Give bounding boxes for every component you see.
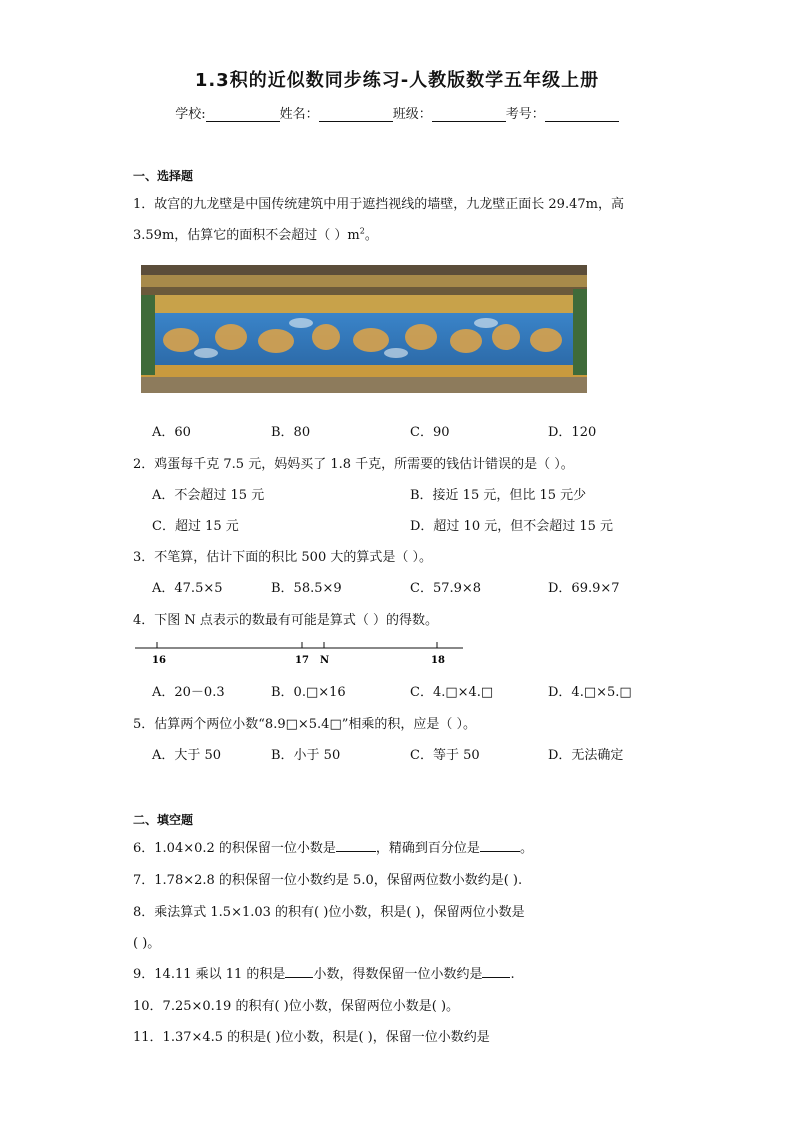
name-blank[interactable]	[319, 107, 393, 122]
q3-option-b[interactable]: B．58.5×9	[271, 581, 342, 596]
q6-text: 6．1.04×0.2 的积保留一位小数是 ，精确到百分位是 。	[133, 841, 533, 856]
q5-option-b[interactable]: B．小于 50	[271, 748, 341, 763]
section-choice: 一、选择题	[133, 169, 194, 183]
q3-option-d[interactable]: D．69.9×7	[548, 581, 620, 596]
nine-dragon-wall-image	[141, 265, 587, 393]
q2-option-d[interactable]: D．超过 10 元，但不会超过 15 元	[410, 519, 614, 534]
q3-option-a[interactable]: A．47.5×5	[152, 581, 223, 596]
q6-blank-2[interactable]	[480, 839, 520, 852]
q3-option-c[interactable]: C．57.9×8	[410, 581, 482, 596]
class-blank[interactable]	[432, 107, 506, 122]
school-blank[interactable]	[206, 107, 280, 122]
exam-blank[interactable]	[545, 107, 619, 122]
label-n: N	[320, 655, 330, 666]
q8-text-line2: ( )。	[133, 936, 161, 951]
name-label: 姓名：	[279, 107, 319, 122]
q2-option-c[interactable]: C．超过 15 元	[152, 519, 239, 534]
student-info-line	[0, 103, 794, 122]
school-label: 学校:	[175, 107, 206, 122]
q1-text-line1: 1．故宫的九龙壁是中国传统建筑中用于遮挡视线的墙壁，九龙壁正面长 29.47m，高	[133, 197, 624, 212]
number-line	[133, 638, 473, 668]
label-16: 16	[152, 655, 166, 666]
q1-option-b[interactable]: B．80	[271, 425, 311, 440]
q4-option-d[interactable]: D．4.□×5.□	[548, 685, 632, 700]
q7-text: 7．1.78×2.8 的积保留一位小数约是 5.0，保留两位数小数约是( ).	[133, 873, 523, 888]
q1-option-d[interactable]: D．120	[548, 425, 597, 440]
q5-option-d[interactable]: D．无法确定	[548, 748, 624, 763]
q10-text: 10．7.25×0.19 的积有( )位小数，保留两位小数是( )。	[133, 999, 460, 1014]
q1-text-line2: 3.59m，估算它的面积不会超过（ ）$m^2$。	[133, 226, 378, 243]
q1-option-a[interactable]: A．60	[152, 425, 191, 440]
q5-option-a[interactable]: A．大于 50	[152, 748, 222, 763]
q4-option-b[interactable]: B．0.□×16	[271, 685, 346, 700]
section-fill: 二、填空题	[133, 813, 194, 827]
q1-option-c[interactable]: C．90	[410, 425, 450, 440]
q5-option-c[interactable]: C．等于 50	[410, 748, 480, 763]
label-17: 17	[295, 655, 309, 666]
q9-blank-1[interactable]	[285, 965, 313, 978]
q4-option-c[interactable]: C．4.□×4.□	[410, 685, 494, 700]
q9-blank-2[interactable]	[482, 965, 510, 978]
q3-text: 3．不笔算，估计下面的积比 500 大的算式是（ ）。	[133, 550, 432, 565]
q6-blank-1[interactable]	[336, 839, 376, 852]
q8-text-line1: 8．乘法算式 1.5×1.03 的积有( )位小数，积是( )，保留两位小数是	[133, 905, 525, 920]
q2-option-a[interactable]: A．不会超过 15 元	[152, 488, 265, 503]
q9-text: 9．14.11 乘以 11 的积是 小数，得数保留一位小数约是 .	[133, 967, 515, 982]
q2-option-b[interactable]: B．接近 15 元，但比 15 元少	[410, 488, 587, 503]
q5-text: 5．估算两个两位小数“8.9□×5.4□”相乘的积，应是（ ）。	[133, 717, 477, 732]
q2-text: 2．鸡蛋每千克 7.5 元，妈妈买了 1.8 千克，所需要的钱估计错误的是（ ）。	[133, 457, 574, 472]
q11-text: 11．1.37×4.5 的积是( )位小数，积是( )，保留一位小数约是	[133, 1030, 490, 1045]
class-label: 班级：	[392, 107, 432, 122]
page-title: 1.3积的近似数同步练习-人教版数学五年级上册	[194, 70, 600, 91]
label-18: 18	[431, 655, 445, 666]
exam-label: 考号：	[505, 107, 545, 122]
q4-text: 4．下图 N 点表示的数最有可能是算式（ ）的得数。	[133, 613, 439, 628]
q4-option-a[interactable]: A．20－0.3	[152, 685, 225, 700]
